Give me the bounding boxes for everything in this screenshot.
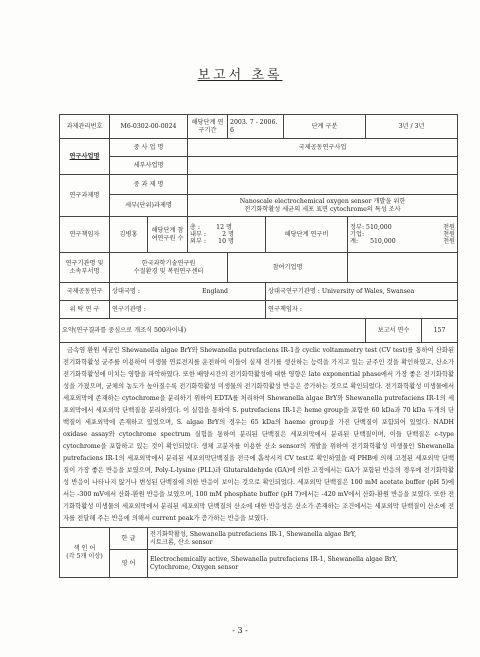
label-keywords-en: 영 어 xyxy=(110,550,148,578)
label-period: 해당단계 연구기간 xyxy=(188,115,228,139)
summary-body-cell xyxy=(60,343,458,528)
label-program: 연구사업명 xyxy=(60,139,110,175)
main-task-value xyxy=(188,175,458,195)
pages-value: 157 xyxy=(422,319,458,343)
label-mgmt-no: 과제관리번호 xyxy=(60,115,110,139)
keywords-ko: 전기화학활성, Shewanella putrefaciens IR-1, Shewanella algae BrY, 시토크롬, 산소 sensor xyxy=(148,528,458,550)
budget-values: 정부: 510,000 천원 기업: 천원 계: 510,000 천원 xyxy=(348,217,458,253)
label-outsource: 위 탁 연 구 xyxy=(60,301,110,319)
label-major: 중 사 업 명 xyxy=(110,139,188,157)
page-number: - 3 - xyxy=(232,626,248,635)
report-form-table xyxy=(59,114,458,578)
org-value: 한국과학기술연구원 수질환경 및 복원연구센터 xyxy=(110,253,228,283)
outsource-pi: 연구책임자 : xyxy=(266,301,458,319)
researcher-counts: 총 : 12 명 내부 : 2 명 외부 : 10 명 xyxy=(188,217,266,253)
keywords-en: Electrochemically active, Shewanella putrefaciens IR-1, Shewanella algae BrY, Cytochrome, Oxygen sensor xyxy=(148,550,458,578)
stage-value: 3년 / 3년 xyxy=(366,115,458,139)
detail-value xyxy=(188,157,458,175)
major-value: 국제공동연구사업 xyxy=(188,139,458,157)
label-budget: 해당단계 연구비 xyxy=(266,217,348,253)
label-pi: 연구책임자 xyxy=(60,217,110,253)
label-stage: 단계 구분 xyxy=(284,115,366,139)
summary-label: 요약(연구결과를 중심으로 개조식 500자이내) xyxy=(60,319,366,343)
summary-body: 금속염 환원 세균인 Shewanella algae BrY와 Shewanella putrefaciens IR-1을 cyclic voltammetry test (CV test)를 통하여 산화된 전기화학활성 균주를 이용하여 미생물 연료전지를 운전하여 이들이 실제 전기를 생산하는 능력을 가지고 있는 균주인 것을 확인하였고, 산소가 전기화학활성에 미치는 영향을 파악하였다. 또한 배양시간의 전기화학활성에 대한 영향은 late exponential phase에서 가장 좋은 전기화학활성을 가졌으며, 균체의 농도가 높아질수록 전기화학활성 미생물의 전기화학활성 반응은 증가하는 것으로 확인되었다. 전기화학활성 미생물에서 세포외막에 존재하는 cytochrome을 분리하기 위하여 EDTA를 처리하여 Shewanella algae BrY와 Shewanella putrefaciens IR-1의 세포외막에서 세포외막 단백질을 분리하였다. 이 실험을 통하여 S. putrefaciens IR-1은 heme group을 포함한 60 kDa과 70 kDa 두개의 단백질이 세포외막에 존재하고 있었으며, S. algae BrY의 경우는 65 kDa의 haeme group을 가진 단백질이 포함되어 있었다. NADH oxidase assay와 cytochrome spectrum 실험을 통하여 분리된 단백질은 세포외막에서 분리된 단백질이며, 이들 단백질은 c-type cytochrome을 포함하고 있는 것이 확인되었다. 생체 고분자를 이용한 산소 sensor의 개발을 위하여 전기화학활성 미생물인 Shewanella putrefaciens IR-1의 세포외막에서 분리된 세포외막단백질을 전극에 흡착시켜 CV test로 확인하였을 때 PHB에 의해 고정된 세포외막 단백질이 가장 좋은 반응을 보였으며, Poly-L-lysine (PLL)과 Glutaraldehyde (GA)에 의한 고정에서는 GA가 포함된 반응의 경우에 전기화학활성 반응이 나타나지 않거나 변성된 단백질에 의한 반응이 보이는 것으로 확인되었다. 세포외막 단백질은 100 mM acetate buffer (pH 5)에서는 -300 mV에서 산화-환원 반응을 보였으며, 100 mM phosphate buffer (pH 7)에서는 -420 mV에서 산화-환원 반응을 보였다. 또한 전기화학활성 미생물의 세포외막에서 분리된 세포외막 단백질의 산소에 대한 반응성은 산소가 존재하는 조건에서는 세포외막 단백질이 산소에 전자를 전달해 주는 반응에 의해서 current peak가 증가하는 반응을 보였다. xyxy=(63,347,455,522)
intl-country: 상대국명 : England xyxy=(110,283,266,301)
page-title: 보고서 초록 xyxy=(197,68,283,83)
mgmt-no-value: M6-0302-00-0024 xyxy=(110,115,188,139)
label-keywords-ko: 한 글 xyxy=(110,528,148,550)
pi-value: 김병홍 xyxy=(110,217,148,253)
label-intl: 국제공동연구 xyxy=(60,283,110,301)
label-sub-task: 세부(단위)과제명 xyxy=(110,195,188,217)
label-pages: 보고서 면수 xyxy=(366,319,422,343)
label-partner: 참여기업명 xyxy=(228,253,348,283)
intl-institution: 상대국연구기관명 : University of Wales, Swansea xyxy=(266,283,458,301)
label-project-title: 연구과제명 xyxy=(60,175,110,217)
label-org: 연구기관명 및 소속부서명 xyxy=(60,253,110,283)
label-keywords: 색 인 어 (각 5개 이상) xyxy=(60,528,110,578)
label-researchers: 해당단계 참여연구원 수 xyxy=(148,217,188,253)
outsource-inst: 연구기관명 : xyxy=(110,301,266,319)
period-value: 2003. 7 - 2006. 6 xyxy=(228,115,284,139)
sub-task-value: Nanoscale electrochemical oxygen sensor 개발을 위한 전기화학활성 세균의 세포 표면 cytochrome의 특성 조사 xyxy=(188,195,458,217)
label-detail: 세부사업명 xyxy=(110,157,188,175)
partner-value xyxy=(348,253,458,283)
label-main-task: 중 과 제 명 xyxy=(110,175,188,195)
